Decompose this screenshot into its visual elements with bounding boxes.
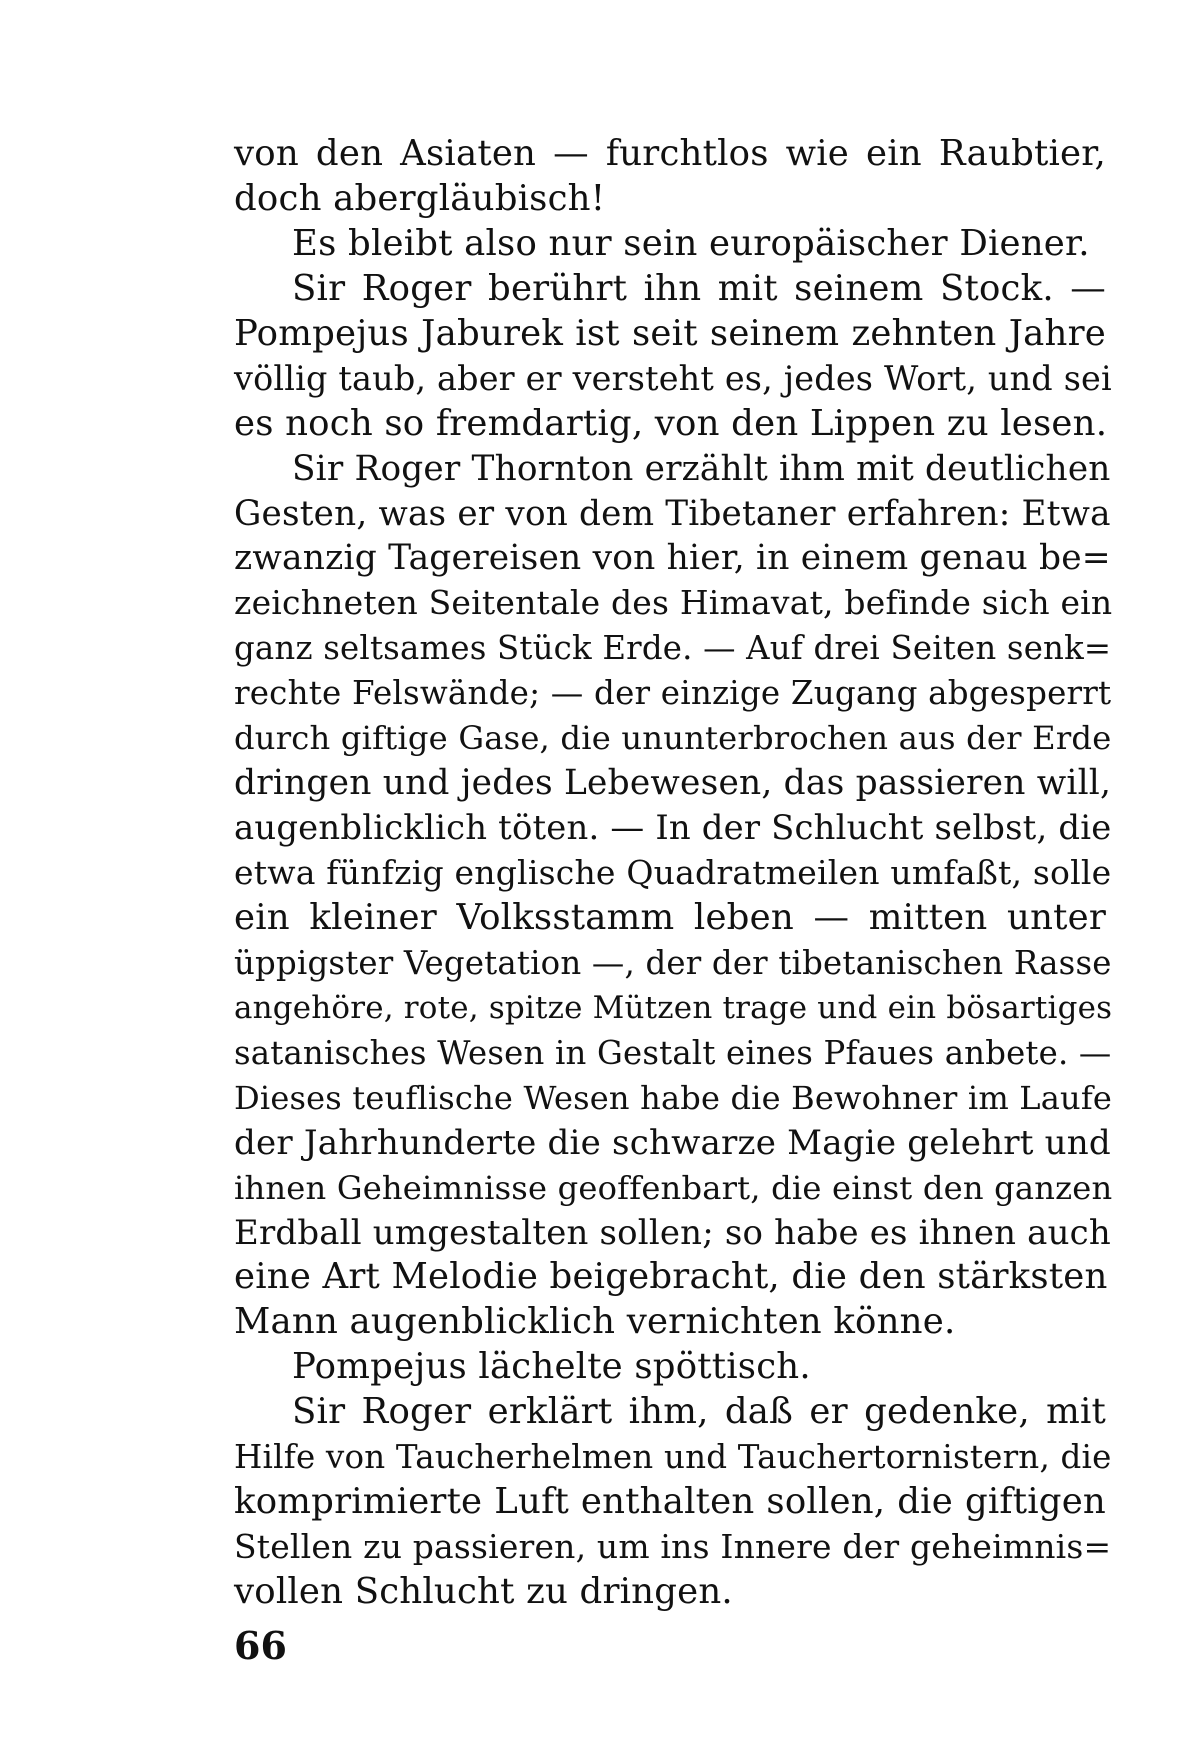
text-line: Sir Roger berührt ihn mit seinem Stock. — bbox=[292, 267, 1106, 309]
text-line: zwanzig Tagereisen von hier, in einem genau be= bbox=[234, 538, 1111, 579]
text-line: von den Asiaten — furchtlos wie ein Raubtier, bbox=[234, 133, 1106, 174]
text-line: Dieses teuflische Wesen habe die Bewohner im Laufe bbox=[234, 1078, 1113, 1117]
text-line: Stellen zu passieren, um ins Innere der geheimnis= bbox=[234, 1527, 1112, 1567]
text-line: Sir Roger erklärt ihm, daß er gedenke, mit bbox=[292, 1391, 1106, 1433]
page-number: 66 bbox=[234, 1623, 287, 1668]
text-line: Es bleibt also nur sein europäischer Diener. bbox=[292, 222, 1090, 264]
text-line: durch giftige Gase, die ununterbrochen aus der Erde bbox=[234, 719, 1112, 758]
text-line: Erdball umgestalten sollen; so habe es ihnen auch bbox=[234, 1212, 1111, 1253]
text-line: vollen Schlucht zu dringen. bbox=[234, 1571, 733, 1612]
text-line: ihnen Geheimnisse geoffenbart, die einst den ganzen bbox=[234, 1168, 1113, 1207]
text-line: völlig taub, aber er versteht es, jedes Wort, und sei bbox=[234, 358, 1112, 398]
text-line: üppigster Vegetation —, der der tibetanischen Rasse bbox=[234, 943, 1112, 982]
text-line: angehöre, rote, spitze Mützen trage und ein bösartiges bbox=[234, 989, 1113, 1026]
text-line: dringen und jedes Lebewesen, das passieren will, bbox=[234, 763, 1112, 804]
text-line: eine Art Melodie beigebracht, die den stärksten bbox=[234, 1256, 1108, 1298]
text-line: Sir Roger Thornton erzählt ihm mit deutlichen bbox=[292, 448, 1111, 489]
text-line: doch abergläubisch! bbox=[234, 177, 606, 219]
text-line: es noch so fremdartig, von den Lippen zu lesen. bbox=[234, 402, 1108, 444]
text-line: Gesten, was er von dem Tibetaner erfahren: Etwa bbox=[234, 493, 1111, 534]
text-line: Mann augenblicklich vernichten könne. bbox=[234, 1301, 956, 1343]
text-line: satanisches Wesen in Gestalt eines Pfaues anbete. — bbox=[234, 1033, 1112, 1072]
text-line: Pompejus Jaburek ist seit seinem zehnten Jahre bbox=[234, 312, 1106, 354]
text-line: komprimierte Luft enthalten sollen, die giftigen bbox=[234, 1481, 1106, 1523]
text-line: Hilfe von Taucherhelmen und Tauchertornistern, die bbox=[234, 1438, 1112, 1477]
text-line: rechte Felswände; — der einzige Zugang abgesperrt bbox=[234, 674, 1112, 713]
text-line: ein kleiner Volksstamm leben — mitten unter bbox=[234, 896, 1106, 938]
text-line: augenblicklich töten. — In der Schlucht selbst, die bbox=[234, 808, 1112, 848]
text-line: etwa fünfzig englische Quadratmeilen umfaßt, solle bbox=[234, 853, 1112, 892]
page-body-text bbox=[234, 132, 1113, 1615]
text-line: ganz seltsames Stück Erde. — Auf drei Seiten senk= bbox=[234, 629, 1112, 668]
text-line: Pompejus lächelte spöttisch. bbox=[292, 1346, 811, 1388]
text-line: der Jahrhunderte die schwarze Magie gelehrt und bbox=[234, 1122, 1111, 1163]
text-line: zeichneten Seitentale des Himavat, befinde sich ein bbox=[234, 583, 1113, 623]
